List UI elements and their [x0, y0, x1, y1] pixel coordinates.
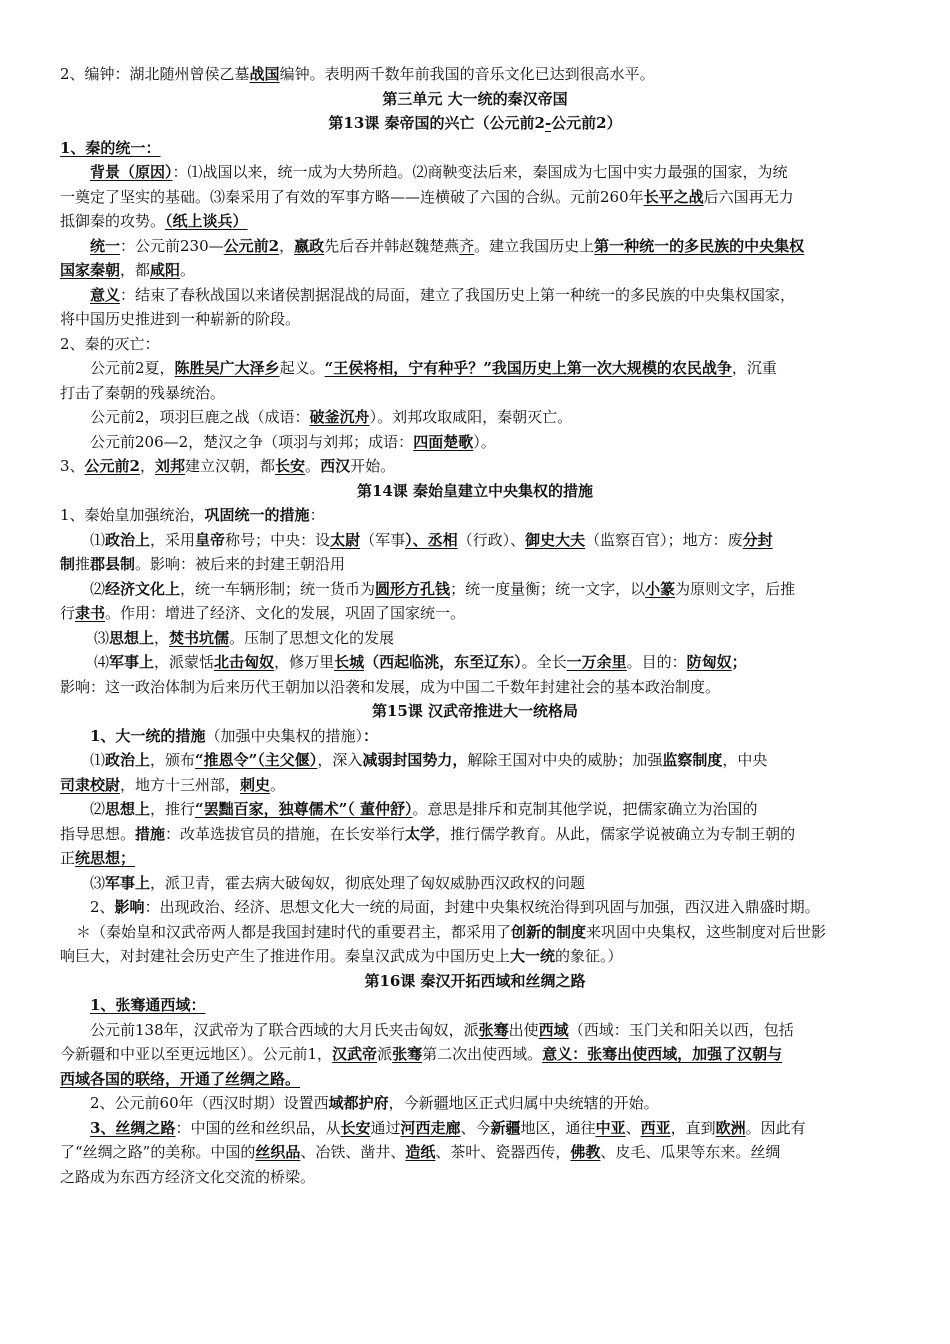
- text-run: 起义。: [279, 359, 325, 377]
- text-line: [60, 626, 934, 651]
- text-run: 第15课 汉武帝推进大一统格局: [371, 702, 579, 720]
- section-heading: [0, 87, 950, 112]
- text-line: [60, 944, 900, 969]
- text-run: 、: [625, 1118, 641, 1137]
- text-run: ⑶: [90, 873, 106, 892]
- text-run: ，: [154, 628, 170, 647]
- text-run: 思想上: [109, 628, 155, 647]
- text-line: [60, 356, 930, 381]
- text-run: 背景（原因）: [90, 163, 173, 181]
- text-run: 焚书坑儒: [169, 628, 230, 647]
- text-line: [60, 895, 930, 920]
- text-line: [60, 1091, 930, 1116]
- text-run: ，修万里: [274, 653, 335, 671]
- text-run: 军事上: [109, 653, 155, 671]
- text-run: 公元前2夏，: [90, 359, 175, 377]
- text-line: [60, 454, 900, 479]
- text-run: 公元前2: [84, 457, 140, 475]
- text-run: 第16课 秦汉开拓西域和丝绸之路: [364, 971, 586, 990]
- text-line: [60, 1165, 900, 1190]
- text-run: 战国: [249, 65, 280, 83]
- text-run: 出使: [508, 1020, 539, 1039]
- text-run: ，深入: [317, 751, 363, 769]
- text-run: 措施: [135, 824, 166, 843]
- text-run: 长安: [340, 1118, 371, 1137]
- text-run: 防匈奴: [686, 653, 732, 671]
- text-line: [60, 650, 934, 675]
- text-line: [60, 748, 930, 773]
- text-run: ：中国的丝和丝织品，从: [175, 1118, 341, 1137]
- text-line: [60, 846, 900, 871]
- text-run: 3、丝绸之路: [90, 1118, 176, 1137]
- text-line: [60, 209, 900, 234]
- text-run: ；: [731, 653, 747, 671]
- text-run: 解除王国对中央的威胁；加强: [467, 751, 663, 769]
- text-run: 。目的：: [626, 653, 687, 671]
- text-run: 今新疆和中亚以至更远地区）。公元前1，: [60, 1045, 333, 1063]
- text-run: 造纸: [405, 1143, 436, 1161]
- text-run: 汉武帝: [332, 1045, 378, 1063]
- text-run: 四面楚歌: [413, 432, 474, 451]
- text-line: [60, 160, 930, 185]
- text-run: 。: [180, 261, 196, 279]
- text-line: [60, 675, 900, 700]
- text-run: 西域: [538, 1020, 569, 1039]
- text-run: 创新的制度: [511, 922, 587, 941]
- text-run: 打击了秦朝的残暴统治。: [60, 383, 226, 402]
- text-run: 西汉: [320, 457, 351, 475]
- text-run: 1、秦的统一：: [60, 138, 161, 157]
- text-run: 政治上: [105, 530, 151, 549]
- text-run: 大一统: [510, 947, 556, 965]
- text-line: [60, 773, 900, 798]
- text-run: ：改革选拔官员的措施，在长安举行: [165, 824, 406, 843]
- text-run: 通过: [370, 1118, 401, 1137]
- text-run: ；统一度量衡；统一文字，以: [450, 579, 646, 598]
- text-run: 。: [270, 775, 286, 794]
- text-run: 分封: [742, 530, 773, 549]
- text-run: ，颁布: [150, 751, 196, 769]
- text-run: 经济文化上: [105, 579, 181, 598]
- text-run: 。压制了思想文化的发展: [229, 628, 395, 647]
- text-run: ）。刘邦攻取咸阳，秦朝灭亡。: [369, 408, 573, 426]
- text-run: 第一种统一的多民族的中央集权: [594, 236, 805, 255]
- text-run: 刺史: [240, 775, 271, 794]
- text-run: 公元前206—2，楚汉之争（项羽与刘邦；成语：: [90, 432, 414, 451]
- text-run: （西域：玉门关和阳关以西，包括: [568, 1020, 794, 1039]
- text-run: ，: [139, 457, 155, 475]
- text-run: 后六国再无力: [703, 187, 794, 206]
- text-run: 、茶叶、瓷器西传，: [435, 1143, 571, 1161]
- text-run: 为原则文字，后推: [675, 579, 796, 598]
- text-run: ：⑴战国以来，统一成为大势所趋。⑵商鞅变法后来，秦国成为七国中实力最强的国家，为统: [172, 163, 788, 181]
- text-run: 长城: [334, 653, 365, 671]
- text-run: 意义：张骞出使西域，加强了汉朝与: [542, 1045, 783, 1063]
- text-run: 圆形方孔钱: [375, 579, 451, 598]
- text-run: 地区，通往: [520, 1118, 596, 1137]
- text-run: ，中央: [722, 751, 768, 769]
- text-run: 新疆: [490, 1118, 521, 1137]
- text-run: 。: [305, 457, 321, 475]
- text-run: 陈胜吴广大泽乡: [174, 359, 280, 377]
- text-run: 嬴政: [294, 236, 325, 255]
- section-heading: [0, 699, 950, 724]
- text-line: [60, 283, 930, 308]
- text-run: 张骞: [392, 1045, 423, 1063]
- text-run: ，都: [120, 261, 151, 279]
- text-run: 来巩固中央集权，这些制度对后世影: [586, 922, 827, 941]
- text-run: ：: [362, 726, 378, 745]
- text-line: [60, 1116, 930, 1141]
- text-run: ：: [309, 506, 325, 524]
- text-run: 长安: [275, 457, 306, 475]
- text-run: 指导思想。: [60, 824, 136, 843]
- text-run: ＊（秦始皇和汉武帝两人都是我国封建时代的重要君主，都采用了: [76, 922, 512, 941]
- text-run: 。意思是排斥和克制其他学说，把儒家确立为治国的: [412, 800, 758, 818]
- text-run: ，直到: [670, 1118, 716, 1137]
- text-run: 2、: [90, 898, 115, 916]
- text-line: [60, 258, 900, 283]
- text-run: 第13课 秦帝国的兴亡（公元前2: [328, 114, 545, 132]
- text-run: 太尉: [330, 530, 361, 549]
- text-run: “王侯将相，宁有种乎？”: [324, 359, 492, 377]
- text-line: [60, 920, 916, 945]
- text-run: 长平之战: [643, 187, 704, 206]
- text-run: ）。: [473, 432, 496, 451]
- text-line: [60, 332, 900, 357]
- text-line: [60, 136, 900, 161]
- text-run: ，派卫青，霍去病大破匈奴，彻底处理了匈奴威胁西汉政权的问题: [150, 873, 586, 892]
- section-heading: [0, 969, 950, 994]
- text-run: （监察百官）；地方：废: [585, 530, 743, 549]
- text-line: [60, 577, 930, 602]
- text-run: 思想上: [105, 800, 151, 818]
- text-line: [60, 430, 930, 455]
- text-run: 一万余里: [566, 653, 627, 671]
- text-run: 意义: [90, 285, 121, 304]
- text-line: [60, 724, 930, 749]
- text-run: 3、: [60, 457, 85, 475]
- text-line: [60, 1140, 900, 1165]
- text-run: 的象征。）: [555, 947, 623, 965]
- text-line: [60, 62, 900, 87]
- text-run: 公元前138年，汉武帝为了联合西域的大月氏夹击匈奴，派: [90, 1020, 479, 1039]
- text-run: 巩固统一的措施: [204, 506, 310, 524]
- text-run: （西起临洮，东至辽东）: [364, 653, 522, 671]
- text-run: 第14课 秦始皇建立中央集权的措施: [356, 481, 594, 500]
- text-run: 了“丝绸之路”的美称。中国的: [60, 1143, 256, 1161]
- text-run: 中亚: [595, 1118, 626, 1137]
- text-run: 。因此有: [745, 1118, 806, 1137]
- text-run: 域都护府: [328, 1094, 389, 1112]
- text-run: 先后吞并韩赵魏楚燕: [324, 236, 460, 255]
- text-run: “推恩令”（主父偃）: [195, 751, 318, 769]
- text-line: [60, 405, 930, 430]
- text-run: 编钟。表明两千数年前我国的音乐文化已达到很高水平。: [279, 65, 655, 83]
- text-run: ，: [279, 236, 295, 255]
- text-run: （军事: [360, 530, 406, 549]
- text-run: 破釜沉舟: [309, 408, 370, 426]
- text-line: [60, 822, 900, 847]
- text-run: 。全长: [521, 653, 567, 671]
- text-run: 2、公元前60年（西汉时期）设置西: [90, 1094, 329, 1112]
- text-run: 咸阳: [150, 261, 181, 279]
- text-run: ⑶: [94, 628, 110, 647]
- text-line: [60, 234, 930, 259]
- text-line: [60, 871, 930, 896]
- text-run: ，今新疆地区正式归属中央统辖的开始。: [388, 1094, 659, 1112]
- text-run: 影响：这一政治体制为后来历代王朝加以沿袭和发展，成为中国二千数年封建社会的基本政治制度。: [60, 677, 721, 696]
- text-run: 丝织品: [255, 1143, 301, 1161]
- text-run: 统思想；: [75, 849, 136, 867]
- text-run: 开始。: [350, 457, 396, 475]
- text-run: ⑵: [90, 579, 106, 598]
- text-run: -: [544, 114, 552, 132]
- text-run: 称号；中央：设: [225, 530, 331, 549]
- text-run: 正: [60, 849, 76, 867]
- text-line: [60, 1067, 900, 1092]
- text-run: 建立汉朝，都: [185, 457, 276, 475]
- text-run: （纸上谈兵）: [165, 212, 248, 230]
- text-run: 司隶校尉: [60, 775, 121, 794]
- text-run: 制: [60, 555, 76, 573]
- text-run: 1、张骞通西域：: [90, 996, 206, 1014]
- text-line: [60, 993, 930, 1018]
- text-line: [60, 185, 900, 210]
- text-run: 小篆: [645, 579, 676, 598]
- text-line: [60, 797, 930, 822]
- text-run: 抵御秦的攻势。: [60, 212, 166, 230]
- text-run: 。建立我国历史上: [474, 236, 595, 255]
- text-run: （行政）、: [457, 530, 526, 549]
- text-line: [60, 381, 900, 406]
- text-run: ：结束了春秋战国以来诸侯割据混战的局面，建立了我国历史上第一种统一的多民族的中央集权国家，: [120, 285, 796, 304]
- text-run: ：出现政治、经济、思想文化大一统的局面，封建中央集权统治得到巩固与加强，西汉进入鼎盛时期。: [144, 898, 820, 916]
- text-run: ，派蒙恬: [154, 653, 215, 671]
- text-run: 郡县制: [90, 555, 136, 573]
- text-run: 我国历史上第一次大规模的农民战争: [491, 359, 732, 377]
- text-run: 推: [75, 555, 91, 573]
- text-run: ，统一车辆形制；统一货币为: [180, 579, 376, 598]
- text-run: （加强中央集权的措施）: [205, 726, 363, 745]
- text-run: 1、大一统的措施: [90, 726, 206, 745]
- text-run: 张骞: [478, 1020, 509, 1039]
- text-run: ⑵: [90, 800, 106, 818]
- text-run: 齐: [459, 236, 475, 255]
- text-run: 2、编钟：湖北随州曾侯乙墓: [60, 65, 250, 83]
- text-run: 将中国历史推进到一种崭新的阶段。: [60, 310, 301, 328]
- text-run: 1、秦始皇加强统治，: [60, 506, 205, 524]
- text-run: ⑷: [94, 653, 110, 671]
- text-run: ，采用: [150, 530, 196, 549]
- text-run: 。影响：被后来的封建王朝沿用: [135, 555, 346, 573]
- text-run: 、今: [460, 1118, 491, 1137]
- text-run: 2、秦的灭亡：: [60, 334, 160, 353]
- text-run: 西亚: [640, 1118, 671, 1137]
- text-run: 国家秦朝: [60, 261, 121, 279]
- text-run: 影响: [114, 898, 145, 916]
- text-run: 公元前2: [223, 236, 280, 255]
- text-run: 、冶铁、凿井、: [300, 1143, 406, 1161]
- text-run: 西域各国的联络，开通了丝绸之路。: [60, 1069, 301, 1088]
- text-run: 派: [377, 1045, 393, 1063]
- text-run: 刘邦: [155, 457, 186, 475]
- text-run: 河西走廊: [400, 1118, 461, 1137]
- text-run: 之路成为东西方经济文化交流的桥梁。: [60, 1167, 316, 1186]
- text-run: 欧洲: [715, 1118, 746, 1137]
- text-run: ⑴: [90, 751, 106, 769]
- text-line: [60, 601, 900, 626]
- text-run: 皇帝: [195, 530, 226, 549]
- text-run: ，推行: [150, 800, 196, 818]
- text-run: 北击匈奴: [214, 653, 275, 671]
- section-heading: [0, 111, 950, 136]
- text-run: 第二次出使西域。: [422, 1045, 543, 1063]
- text-run: 佛教: [570, 1143, 601, 1161]
- text-run: 隶书: [75, 604, 106, 622]
- text-run: 御史大夫: [525, 530, 586, 549]
- text-line: [60, 503, 900, 528]
- text-line: [60, 307, 900, 332]
- text-run: 响巨大，对封建社会历史产生了推进作用。秦皇汉武成为中国历史上: [60, 947, 511, 965]
- text-run: 、皮毛、瓜果等东来。丝绸: [600, 1143, 781, 1161]
- text-run: 第三单元 大一统的秦汉帝国: [382, 89, 568, 108]
- text-run: ：公元前230—: [120, 236, 224, 255]
- text-run: 公元前2）: [551, 114, 622, 132]
- text-run: 政治上: [105, 751, 151, 769]
- text-run: ）、丞相: [405, 530, 458, 549]
- text-run: ，沉重: [731, 359, 777, 377]
- text-run: ，推行儒学教育。从此，儒家学说被确立为专制王朝的: [435, 824, 796, 843]
- section-heading: [0, 479, 950, 504]
- text-run: 统一: [90, 236, 121, 255]
- text-run: 军事上: [105, 873, 151, 892]
- text-run: “罢黜百家，独尊儒术”（ 董仲舒）: [195, 800, 413, 818]
- text-line: [60, 528, 930, 553]
- text-run: 。作用：增进了经济、文化的发展，巩固了国家统一。: [105, 604, 466, 622]
- text-run: 公元前2，项羽巨鹿之战（成语：: [90, 408, 310, 426]
- text-run: 太学: [405, 824, 436, 843]
- text-run: 行: [60, 604, 76, 622]
- text-line: [60, 1042, 900, 1067]
- text-run: ⑴: [90, 530, 106, 549]
- text-line: [60, 552, 900, 577]
- text-run: 减弱封国势力，: [362, 751, 468, 769]
- text-run: ，地方十三州部，: [120, 775, 241, 794]
- text-line: [60, 1018, 930, 1043]
- text-run: 监察制度: [662, 751, 723, 769]
- text-run: 一奠定了坚实的基础。⑶秦采用了有效的军事方略——连横破了六国的合纵。元前260年: [60, 187, 644, 206]
